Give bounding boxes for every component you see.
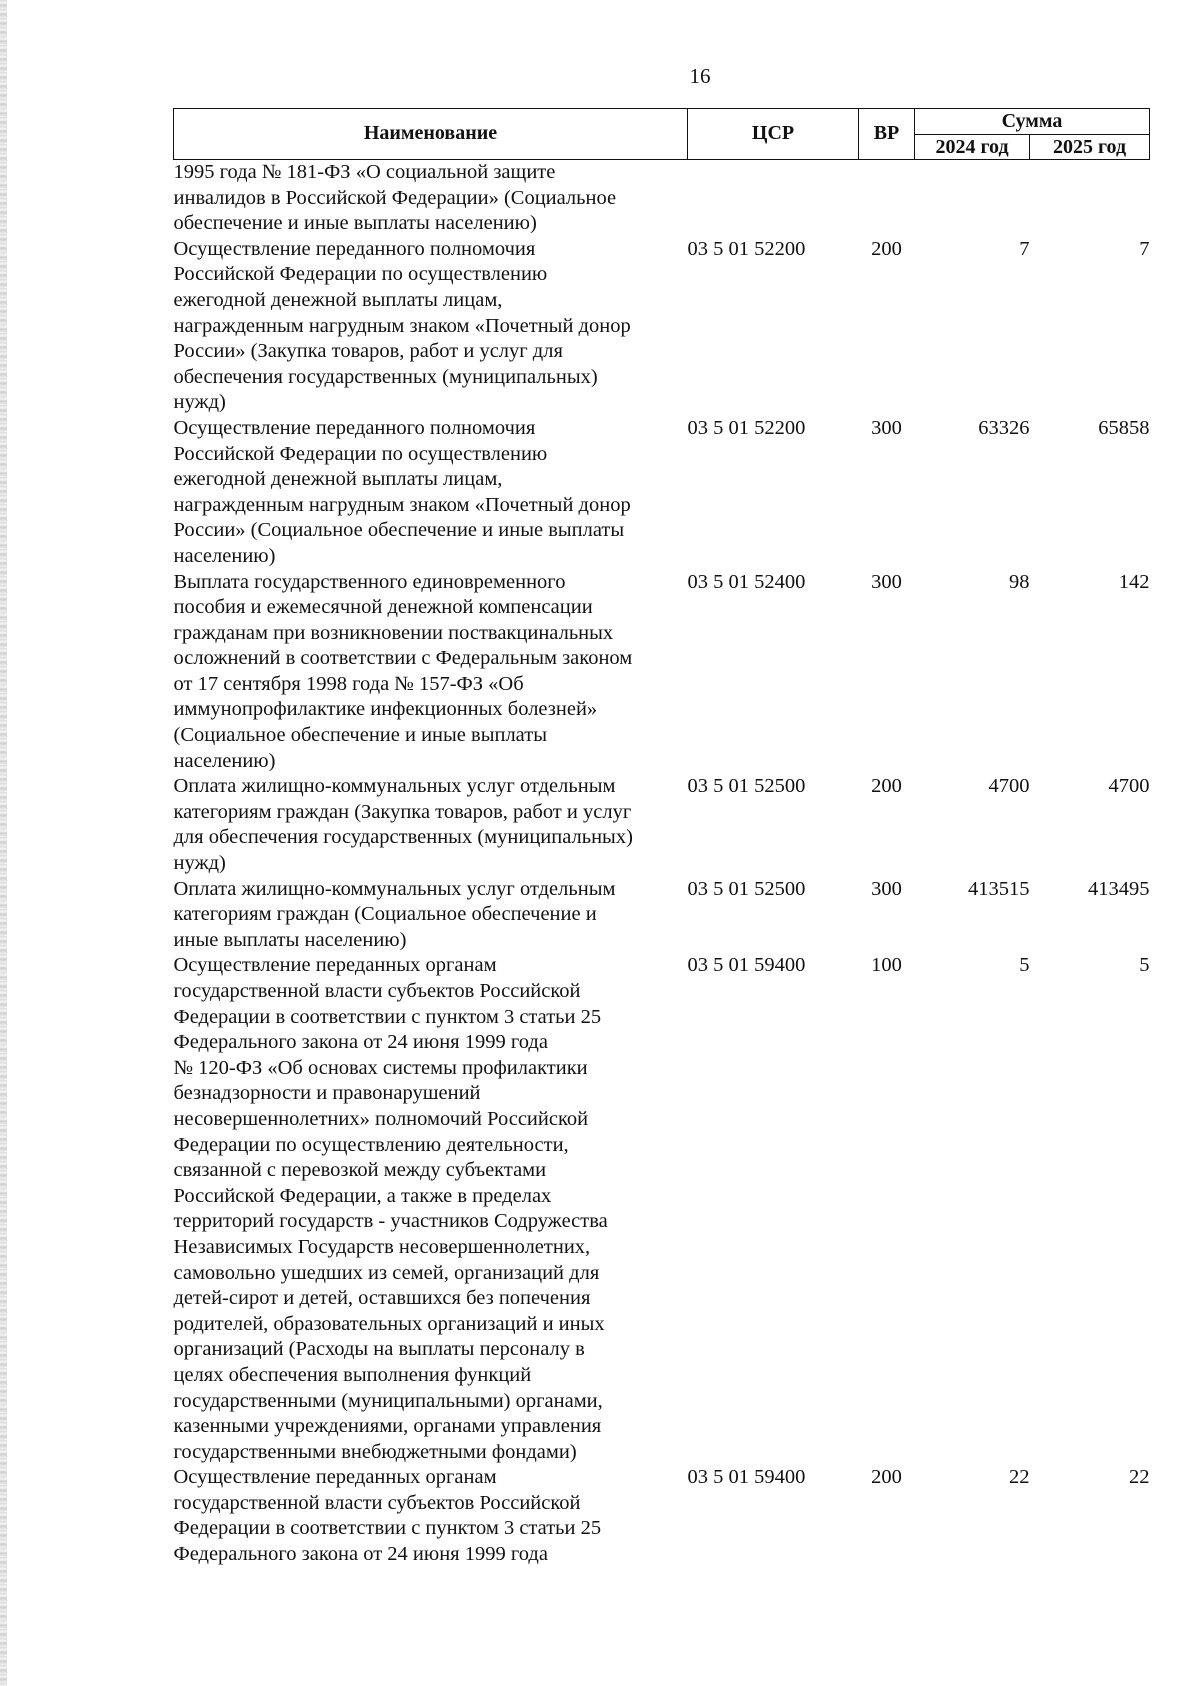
row-name-line: территорий государств - участников Содружества [173,1210,608,1233]
header-sum: Сумма [915,109,1150,135]
row-name-line: Осуществление переданного полномочия [173,416,536,439]
row-name-line: государственной власти субъектов Российской [173,980,581,1002]
row-name-line: Федерального закона от 24 июня 1999 года [173,1031,548,1054]
row-name-line: осложнений в соответствии с Федеральным законом [173,647,633,670]
row-name-line: нужд) [173,391,226,414]
row-amount-2024: 63326 [978,416,1030,439]
row-name-line: Федерации по осуществлению деятельности, [173,1133,569,1156]
row-name-line: нужд) [173,852,226,875]
row-amount-2025: 5 [1139,954,1150,977]
row-name-line: категориям граждан (Социальное обеспечение и [173,903,597,926]
row-amount-2025: 7 [1139,237,1150,260]
row-amount-2025: 142 [1118,570,1150,593]
header-year-2024: 2024 год [915,134,1030,160]
row-name-line: Оплата жилищно-коммунальных услуг отдельным [173,877,616,900]
row-name-line: награжденным нагрудным знаком «Почетный донор [173,493,631,516]
row-name-line: пособия и ежемесячной денежной компенсации [173,596,593,619]
header-year-2025: 2025 год [1030,134,1150,160]
row-name-line: Российской Федерации по осуществлению [173,442,548,465]
row-name-line: иные выплаты населению) [173,928,407,951]
table-body [174,160,1150,1568]
row-amount-2025: 413495 [1088,877,1150,900]
header-name: Наименование [174,109,688,160]
row-name-line: от 17 сентября 1998 года № 157-ФЗ «Об [173,672,524,695]
row-name-line: родителей, образовательных организаций и иных [173,1312,605,1335]
row-name-line: награжденным нагрудным знаком «Почетный донор [173,314,631,337]
table-row [174,877,1150,954]
row-name-line: Оплата жилищно-коммунальных услуг отдельным [173,775,616,798]
row-vr: 300 [871,416,902,439]
row-csr: 03 5 01 52400 [687,570,806,593]
row-name-line: Российской Федерации, а также в пределах [173,1184,552,1207]
row-name-line: Независимых Государств несовершеннолетних, [173,1235,591,1258]
row-name [174,416,688,570]
row-vr: 200 [871,237,902,260]
row-csr: 03 5 01 59400 [687,1466,806,1489]
row-name-line: Выплата государственного единовременного [173,570,566,593]
scan-edge [0,0,7,1686]
budget-sheet [173,108,1149,1568]
row-amount-2024: 7 [1019,237,1030,260]
row-name-line: ежегодной денежной выплаты лицам, [173,288,503,311]
row-name-line: Осуществление переданных органам [173,1466,497,1489]
row-amount-2024: 98 [1009,570,1030,593]
row-csr: 03 5 01 59400 [687,954,806,977]
header-csr: ЦСР [688,109,859,160]
row-name-line: государственными внебюджетными фондами) [173,1440,577,1463]
row-name-line: № 120-ФЗ «Об основах системы профилактики [173,1056,588,1079]
row-name [174,160,688,237]
row-name-line: для обеспечения государственных (муниципальных) [173,826,633,849]
row-name-line: 1995 года № 181-ФЗ «О социальной защите [173,161,556,183]
row-name [174,570,688,775]
table-row [174,416,1150,570]
row-name [174,953,688,1465]
row-csr: 03 5 01 52200 [687,416,806,439]
row-name-line: детей-сирот и детей, оставшихся без попечения [173,1287,591,1310]
row-name [174,237,688,416]
table-row [174,953,1150,1465]
row-csr: 03 5 01 52500 [687,775,806,798]
row-name-line: России» (Закупка товаров, работ и услуг для [173,340,563,363]
row-vr: 300 [871,877,902,900]
row-vr: 200 [871,775,902,798]
row-name-line: населению) [173,749,276,772]
row-name-line: категориям граждан (Закупка товаров, работ и услуг [173,800,632,823]
row-name-line: ежегодной денежной выплаты лицам, [173,468,503,491]
row-name-line: организаций (Расходы на выплаты персоналу в [173,1338,585,1361]
row-vr: 100 [871,954,902,977]
row-csr [688,160,859,237]
row-name-line: Осуществление переданного полномочия [173,237,536,260]
row-name-line: населению) [173,544,276,567]
row-name-line: государственными (муниципальными) органами, [173,1389,603,1412]
row-amount-2025: 65858 [1098,416,1150,439]
row-name-line: гражданам при возникновении поствакцинальных [173,621,614,644]
row-name-line: безнадзорности и правонарушений [173,1082,481,1105]
row-name-line: несовершеннолетних» полномочий Российской [173,1107,589,1130]
row-amount-2024: 4700 [988,775,1030,798]
table-row [174,570,1150,775]
row-csr: 03 5 01 52200 [687,237,806,260]
row-name [174,877,688,954]
row-amount-2024: 5 [1019,954,1030,977]
row-name-line: целях обеспечения выполнения функций [173,1363,532,1386]
row-name-line: Федерального закона от 24 июня 1999 года [173,1543,548,1566]
row-name-line: Федерации в соответствии с пунктом 3 статьи 25 [173,1005,602,1028]
row-name-line: самовольно ушедших из семей, организаций для [173,1261,600,1284]
row-vr: 200 [871,1466,902,1489]
table-row [174,774,1150,876]
row-csr: 03 5 01 52500 [687,877,806,900]
table-row [174,1465,1150,1567]
row-name [174,774,688,876]
row-amount-2025: 22 [1129,1466,1150,1489]
row-name-line: государственной власти субъектов Российской [173,1491,581,1514]
table-row [174,160,1150,237]
row-name-line: России» (Социальное обеспечение и иные выплаты [173,519,625,542]
row-amount-2024: 413515 [968,877,1030,900]
row-name-line: обеспечение и иные выплаты населению) [173,212,537,235]
row-vr [859,160,915,237]
row-amount-2024: 22 [1009,1466,1030,1489]
row-name-line: казенными учреждениями, органами управления [173,1415,602,1438]
header-vr: ВР [859,109,915,160]
row-name-line: Федерации в соответствии с пунктом 3 статьи 25 [173,1517,602,1540]
row-name-line: (Социальное обеспечение и иные выплаты [173,724,547,747]
row-name-line: инвалидов в Российской Федерации» (Социальное [173,186,617,209]
row-name-line: связанной с перевозкой между субъектами [173,1159,547,1182]
row-amount-2025 [1030,160,1150,237]
budget-table [173,108,1150,1568]
row-name-line: Осуществление переданных органам [173,954,497,977]
page-number: 16 [689,64,711,88]
row-name-line: обеспечения государственных (муниципальных) [173,365,598,388]
row-name [174,1465,688,1567]
row-name-line: Российской Федерации по осуществлению [173,263,548,286]
table-row [174,237,1150,416]
row-amount-2024 [915,160,1030,237]
row-name-line: иммунопрофилактике инфекционных болезней» [173,698,598,721]
row-vr: 300 [871,570,902,593]
row-amount-2025: 4700 [1108,775,1150,798]
